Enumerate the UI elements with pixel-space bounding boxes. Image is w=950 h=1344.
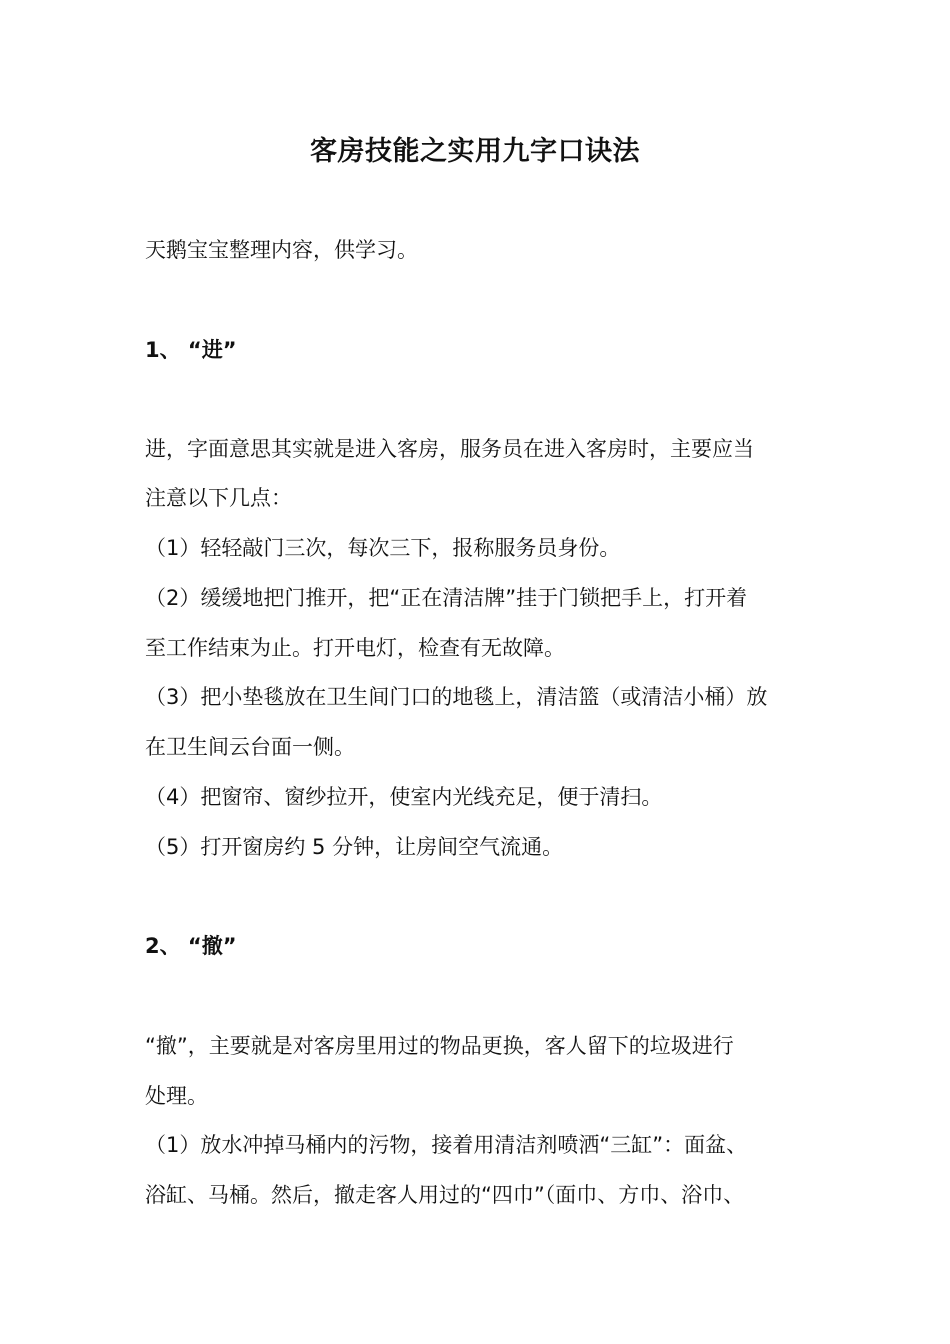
intro-text: 天鹅宝宝整理内容，供学习。 [145, 238, 418, 262]
section-heading-1: 1、 “进” [145, 338, 237, 362]
paragraph-line: 处理。 [145, 1084, 208, 1108]
list-item-5: （5）打开窗房约 5 分钟，让房间空气流通。 [145, 835, 564, 859]
list-item-3: （3）把小垫毯放在卫生间门口的地毯上，清洁篮（或清洁小桶）放 [145, 685, 768, 709]
document-title: 客房技能之实用九字口诀法 [310, 136, 640, 167]
list-item-3-cont: 在卫生间云台面一侧。 [145, 735, 355, 759]
list-item-2-cont: 至工作结束为止。打开电灯，检查有无故障。 [145, 636, 565, 660]
section-heading-2: 2、 “撤” [145, 934, 237, 958]
list-item-1-cont: 浴缸、马桶。然后，撤走客人用过的“四巾”（面巾、方巾、浴巾、 [145, 1183, 745, 1207]
list-item-1: （1）轻轻敲门三次，每次三下，报称服务员身份。 [145, 536, 621, 560]
list-item-1: （1）放水冲掉马桶内的污物，接着用清洁剂喷洒“三缸”：面盆、 [145, 1133, 748, 1157]
paragraph-line: “撤”，主要就是对客房里用过的物品更换，客人留下的垃圾进行 [145, 1034, 734, 1058]
paragraph-line: 注意以下几点： [145, 486, 292, 510]
list-item-4: （4）把窗帘、窗纱拉开，使室内光线充足，便于清扫。 [145, 785, 663, 809]
paragraph-line: 进，字面意思其实就是进入客房，服务员在进入客房时，主要应当 [145, 437, 754, 461]
list-item-2: （2）缓缓地把门推开，把“正在清洁牌”挂于门锁把手上，打开着 [145, 586, 748, 610]
